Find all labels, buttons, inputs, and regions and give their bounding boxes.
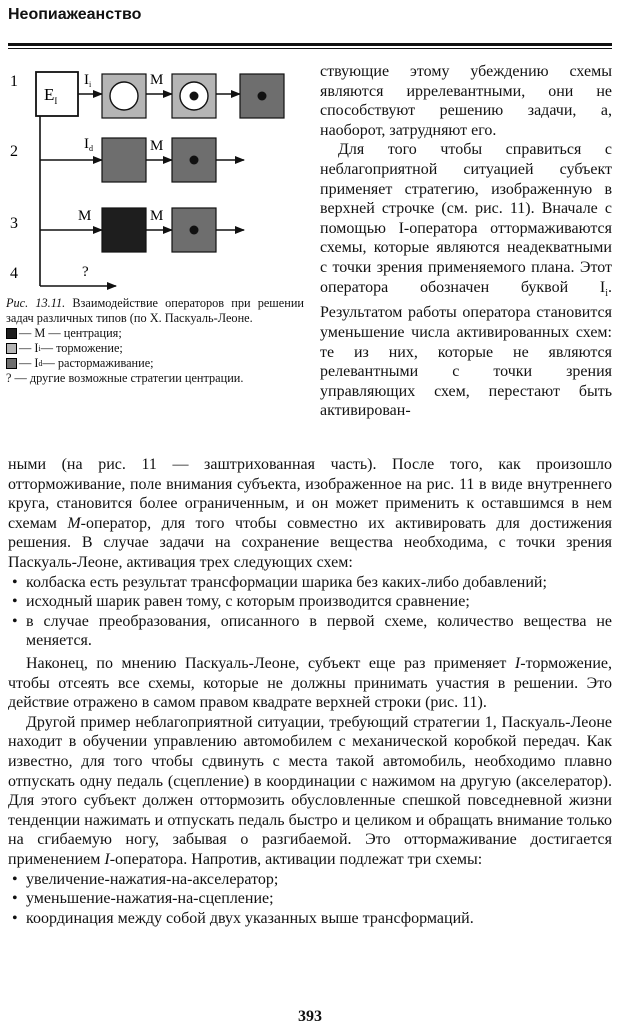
label-i-i: $I_i$	[84, 72, 92, 89]
list-item: • в случае преобразования, описанного в первой схеме, количество вещества не меняется.	[8, 612, 612, 651]
label-m-row2: M	[150, 138, 164, 154]
legend-swatch-inhibition	[6, 343, 17, 354]
list-item: • исходный шарик равен тому, с которым производится сравнение;	[8, 592, 612, 612]
schemes-list	[8, 573, 612, 651]
legend-inhibition: — I i — торможение;	[6, 341, 304, 356]
legend-disinhibition: — I d — растормаживание;	[6, 356, 304, 371]
page-number: 393	[298, 1008, 322, 1025]
list-item: • координация между собой двух указанных выше трансформаций.	[8, 909, 612, 929]
paragraph-strategy: Для того чтобы справиться с неблагоприятной ситуацией субъект применяет стратегию, изображенную в верхней строчке (см. рис. 11). Вначале с помощью I-оператора оттормаживаются схемы, которые являются неадекватными с точки зрения применяемого плана. Этот оператора обозначен буквой $I_i$. Результатом работы оператора становится уменьшение числа активированных схем: те из них, которые не являются релевантными с точки зрения управляющих схем, перестают быть активирован-	[320, 141, 612, 420]
label-i-d: $I_d$	[84, 136, 93, 153]
row-number-3: 3	[10, 215, 18, 232]
paragraph-disinhibition: ными (на рис. 11 — заштрихованная часть). После того, как произошло отторможивание, поле внимания субъекта, изображенное на рис. 11 в виде внутреннего круга, становится более ограниченным, и он может применить к оставшимся в нем схемам M-оператор, для того чтобы совместно их активировать для достижения решения. В случае задачи на сохранение вещества необходима, с точки зрения Паскуаль-Леоне, активация трех следующих схем:	[8, 456, 612, 571]
dot-row3	[190, 226, 199, 235]
row-number-4: 4	[10, 265, 18, 282]
dot-row1-center	[190, 92, 199, 101]
paragraph-continuation: ствующие этому убеждению схемы являются иррелевантными, они не способствуют решению задачи, а, наоборот, затрудняют его.	[320, 63, 612, 139]
list-item: • уменьшение-нажатия-на-сцепление;	[8, 889, 612, 909]
body-block-b	[8, 654, 612, 928]
executive-box-label: $E_I$	[44, 85, 58, 106]
caption-title: Рис. 13.11. Взаимодействие операторов при решении задач различных типов (по X. Паскуаль-Леоне.	[6, 296, 304, 325]
legend-swatch-disinhibition	[6, 358, 17, 369]
label-m-row3a: M	[78, 208, 92, 224]
right-column	[320, 62, 612, 421]
operator-diagram	[4, 64, 304, 296]
list-item: • увеличение-нажатия-на-акселератор;	[8, 870, 612, 890]
label-m-row3b: M	[150, 208, 164, 224]
label-m-row1: M	[150, 72, 164, 88]
dot-row2	[190, 156, 199, 165]
list-item: • колбаска есть результат трансформации шарика без каких-либо добавлений;	[8, 573, 612, 593]
legend-swatch-centration	[6, 328, 17, 339]
dot-row1-final	[258, 92, 267, 101]
figure-13-11	[4, 64, 304, 296]
paragraph-car-example: Другой пример неблагоприятной ситуации, требующий стратегии 1, Паскуаль-Леоне находит в обучении управлению автомобилем с механической коробкой передач. Как известно, для того чтобы сдвинуть с места такой автомобиль, необходимо плавно отпускать одну педаль (сцепление) в координации с нажимом на другую (акселератор). Для этого субъект должен оттормозить обусловленные спешкой повседневной жизни тенденции нажимать и отпускать педаль быстро и целиком и обращать внимание только на сгибаемую ногу, забывая о разгибаемой. Это оттормаживание достигается применением I-оператора. Напротив, активации подлежат три схемы:	[8, 713, 612, 868]
row-number-2: 2	[10, 143, 18, 160]
legend-centration: — M — центрация;	[6, 326, 304, 341]
header-rule-thin	[8, 48, 612, 49]
figure-caption	[6, 296, 304, 386]
header-rule-thick	[8, 43, 612, 46]
circle-row1-white	[110, 82, 138, 110]
square-row3-centration	[102, 208, 146, 252]
body-block-a	[8, 455, 612, 651]
executive-box	[36, 72, 78, 116]
legend-other: ? — другие возможные стратегии центрации.	[6, 371, 244, 385]
square-row2-disinhibition	[102, 138, 146, 182]
running-title: Неопиажеанство	[8, 6, 142, 23]
activation-list	[8, 870, 612, 929]
paragraph-inhibition: Наконец, по мнению Паскуаль-Леоне, субъект еще раз применяет I-торможение, чтобы отсеять все схемы, которые не должны принимать участия в решении. Это действие отражено в самом правом квадрате верхней строки (рис. 11).	[8, 655, 612, 712]
row-number-1: 1	[10, 73, 18, 90]
label-question: ?	[82, 264, 89, 280]
